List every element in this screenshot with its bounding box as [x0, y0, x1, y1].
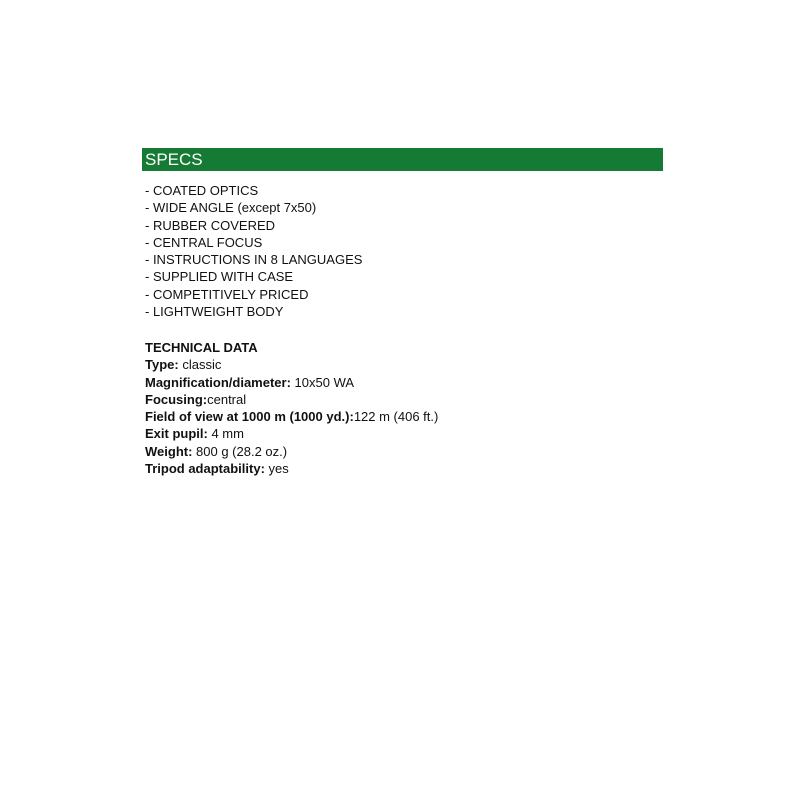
- tech-value: 122 m (406 ft.): [353, 409, 439, 425]
- feature-item: - COMPETITIVELY PRICED: [145, 286, 309, 302]
- tech-value: 10x50 WA: [290, 374, 355, 390]
- specs-title: SPECS: [145, 150, 203, 169]
- tech-label: Focusing:: [145, 391, 208, 407]
- tech-value: classic: [178, 357, 222, 373]
- tech-label: Weight:: [145, 443, 193, 459]
- tech-row-focusing: [145, 391, 438, 408]
- feature-item: - CENTRAL FOCUS: [145, 234, 263, 250]
- feature-list: [145, 182, 362, 320]
- tech-label: Exit pupil:: [145, 426, 208, 442]
- tech-label: Field of view at 1000 m (1000 yd.):: [145, 409, 354, 425]
- feature-item: - WIDE ANGLE (except 7x50): [145, 200, 317, 216]
- tech-label: Type:: [145, 357, 179, 373]
- tech-value: yes: [264, 461, 289, 477]
- tech-row-type: [145, 356, 438, 373]
- feature-item: - LIGHTWEIGHT BODY: [145, 304, 284, 320]
- feature-item: - COATED OPTICS: [145, 183, 259, 198]
- feature-item: - INSTRUCTIONS IN 8 LANGUAGES: [145, 252, 363, 268]
- tech-row-field-of-view: [145, 408, 438, 425]
- technical-data-section: [145, 339, 438, 477]
- tech-value: central: [207, 391, 247, 407]
- tech-label: Tripod adaptability:: [145, 461, 265, 477]
- tech-row-weight: [145, 443, 438, 460]
- specs-header-bar: [142, 148, 663, 171]
- technical-data-heading: TECHNICAL DATA: [145, 340, 258, 355]
- tech-row-magnification: [145, 374, 438, 391]
- feature-item: - SUPPLIED WITH CASE: [145, 269, 294, 285]
- tech-value: 800 g (28.2 oz.): [192, 443, 288, 459]
- tech-row-tripod: [145, 460, 438, 477]
- tech-label: Magnification/diameter:: [145, 374, 291, 390]
- tech-value: 4 mm: [207, 426, 244, 442]
- feature-item: - RUBBER COVERED: [145, 217, 276, 233]
- tech-row-exit-pupil: [145, 425, 438, 442]
